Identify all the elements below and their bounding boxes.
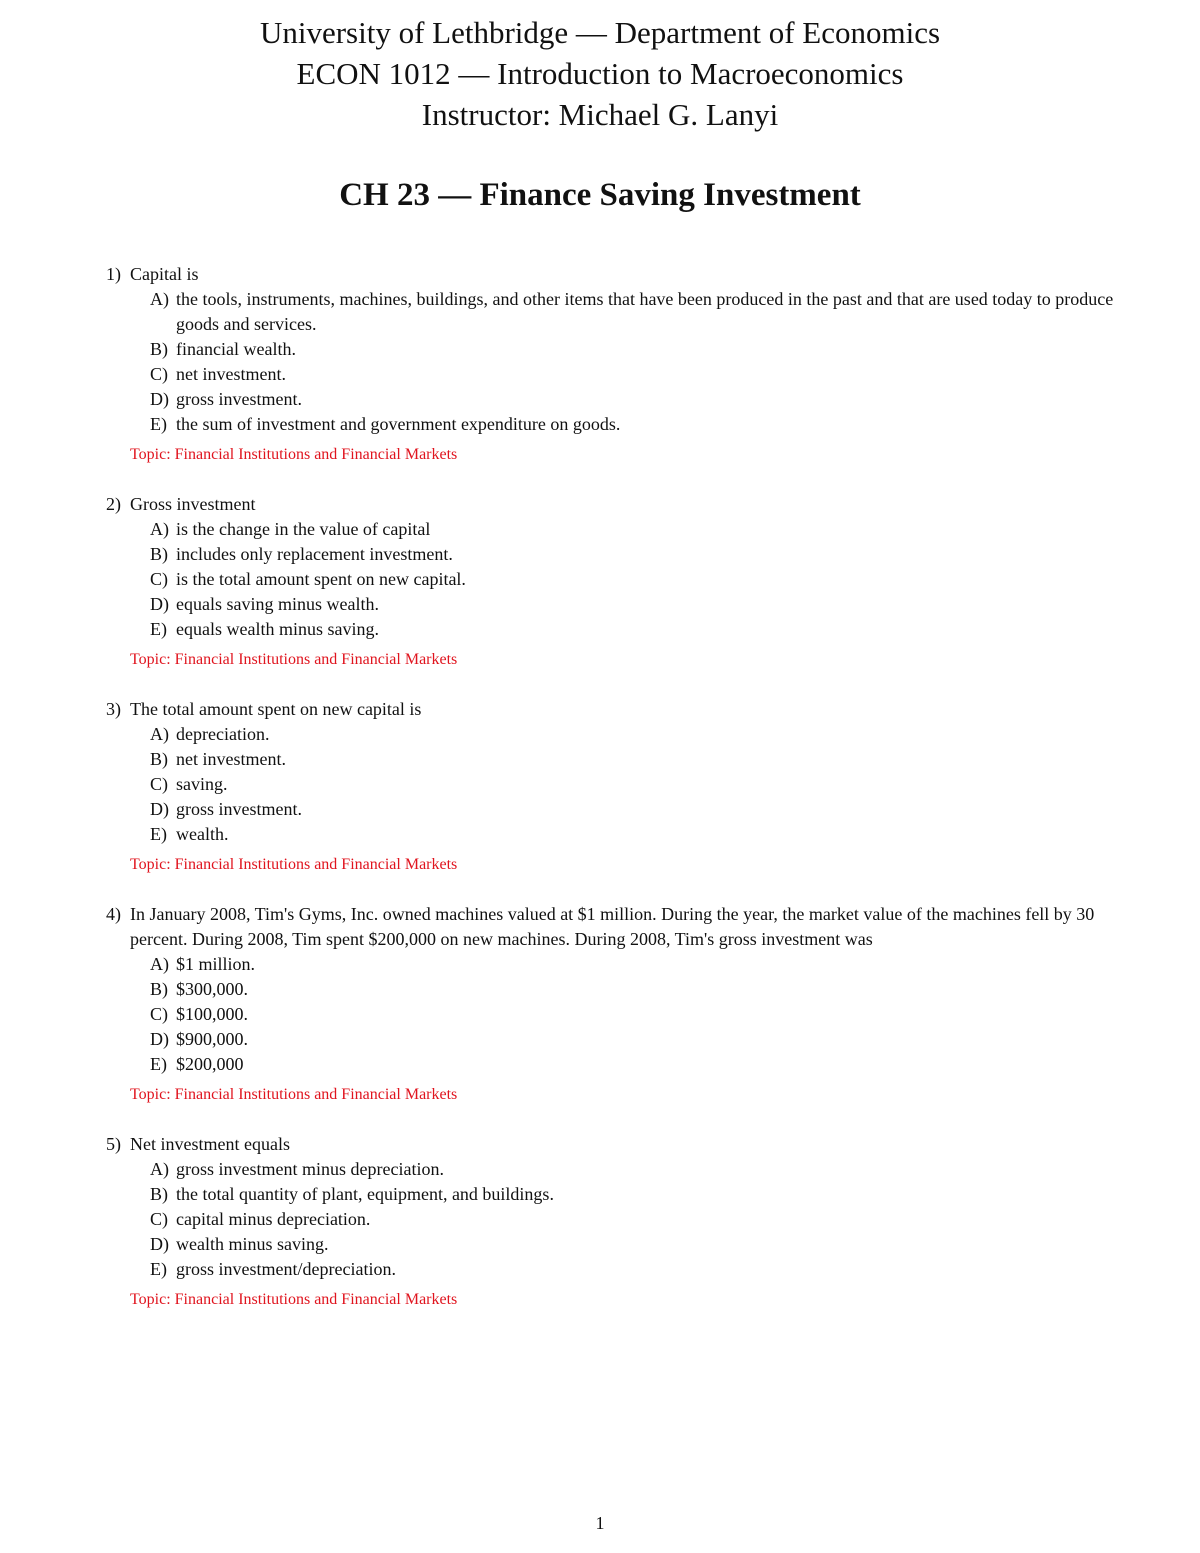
choice-text: is the total amount spent on new capital. — [176, 569, 466, 589]
choice-label: E) — [150, 1054, 167, 1074]
topic-label: Topic: Financial Institutions and Financial Markets — [130, 856, 458, 873]
choice-text: $100,000. — [176, 1004, 248, 1024]
question-number: 3) — [106, 699, 121, 719]
topic-label: Topic: Financial Institutions and Financial Markets — [130, 651, 458, 668]
choice-label: E) — [150, 824, 167, 844]
choice-label: A) — [150, 519, 169, 539]
question-number: 1) — [106, 264, 121, 284]
header-course: ECON 1012 — Introduction to Macroeconomics — [296, 56, 904, 91]
choice-label: B) — [150, 749, 168, 769]
choice-label: B) — [150, 544, 168, 564]
choice-text: gross investment minus depreciation. — [176, 1159, 444, 1179]
choice-label: B) — [150, 1184, 168, 1204]
answer-choice — [0, 1027, 1200, 1052]
choice-label: B) — [150, 979, 168, 999]
choice-text: $1 million. — [176, 954, 256, 974]
question-3 — [0, 697, 1200, 877]
answer-choice — [0, 952, 1200, 977]
answer-choice — [0, 337, 1200, 362]
question-5 — [0, 1132, 1200, 1312]
question-stem — [0, 697, 1200, 722]
choice-label: C) — [150, 569, 168, 589]
choice-label: D) — [150, 799, 169, 819]
choice-text: the tools, instruments, machines, buildings, and other items that have been produced in the past and that are used today to produce goods and services. — [176, 289, 1114, 334]
choice-text: equals saving minus wealth. — [176, 594, 379, 614]
question-stem — [0, 902, 1200, 952]
question-4 — [0, 902, 1200, 1107]
choice-label: E) — [150, 1259, 167, 1279]
answer-choice — [0, 567, 1200, 592]
choice-text: $300,000. — [176, 979, 248, 999]
answer-choice — [0, 287, 1200, 337]
answer-choice — [0, 542, 1200, 567]
choice-text: includes only replacement investment. — [176, 544, 453, 564]
choice-text: depreciation. — [176, 724, 270, 744]
question-list — [0, 262, 1200, 1337]
answer-choice — [0, 772, 1200, 797]
answer-choice — [0, 977, 1200, 1002]
choice-text: $200,000 — [176, 1054, 244, 1074]
choice-label: E) — [150, 414, 167, 434]
choice-text: the total quantity of plant, equipment, and buildings. — [176, 1184, 554, 1204]
topic-label: Topic: Financial Institutions and Financial Markets — [130, 446, 458, 463]
choice-label: D) — [150, 1029, 169, 1049]
choice-label: A) — [150, 954, 169, 974]
choice-text: gross investment/depreciation. — [176, 1259, 396, 1279]
answer-choice — [0, 1182, 1200, 1207]
question-1 — [0, 262, 1200, 467]
answer-choice — [0, 722, 1200, 747]
choice-text: capital minus depreciation. — [176, 1209, 371, 1229]
choice-text: saving. — [176, 774, 228, 794]
choice-text: net investment. — [176, 364, 286, 384]
choice-label: A) — [150, 1159, 169, 1179]
question-text: Capital is — [130, 264, 199, 284]
question-number: 5) — [106, 1134, 121, 1154]
answer-choice — [0, 797, 1200, 822]
answer-choice — [0, 1002, 1200, 1027]
answer-choice — [0, 1257, 1200, 1282]
choice-text: financial wealth. — [176, 339, 296, 359]
question-text: In January 2008, Tim's Gyms, Inc. owned machines valued at $1 million. During the year, the market value of the machines fell by 30 percent. During 2008, Tim spent $200,000 on new machines. During 2008, Tim's gross investment was — [130, 904, 1095, 949]
choice-text: net investment. — [176, 749, 286, 769]
answer-choice — [0, 1207, 1200, 1232]
choice-text: gross investment. — [176, 389, 302, 409]
answer-choice — [0, 747, 1200, 772]
choice-label: B) — [150, 339, 168, 359]
choice-text: equals wealth minus saving. — [176, 619, 379, 639]
page-number: 1 — [595, 1513, 605, 1533]
choice-text: wealth. — [176, 824, 229, 844]
choice-label: C) — [150, 1209, 168, 1229]
choice-label: D) — [150, 1234, 169, 1254]
question-number: 2) — [106, 494, 121, 514]
choice-label: D) — [150, 594, 169, 614]
answer-choice — [0, 412, 1200, 437]
choice-text: wealth minus saving. — [176, 1234, 329, 1254]
header-instructor: Instructor: Michael G. Lanyi — [421, 97, 779, 132]
question-number: 4) — [106, 904, 121, 924]
choice-label: C) — [150, 774, 168, 794]
question-stem — [0, 492, 1200, 517]
choice-text: $900,000. — [176, 1029, 248, 1049]
choice-text: the sum of investment and government expenditure on goods. — [176, 414, 621, 434]
question-text: Net investment equals — [130, 1134, 290, 1154]
question-stem — [0, 262, 1200, 287]
header-university: University of Lethbridge — Department of Economics — [259, 15, 941, 50]
answer-choice — [0, 1157, 1200, 1182]
question-2 — [0, 492, 1200, 672]
choice-text: gross investment. — [176, 799, 302, 819]
choice-label: C) — [150, 1004, 168, 1024]
answer-choice — [0, 362, 1200, 387]
choice-label: A) — [150, 724, 169, 744]
choice-label: C) — [150, 364, 168, 384]
question-text: Gross investment — [130, 494, 256, 514]
answer-choice — [0, 1232, 1200, 1257]
chapter-title: CH 23 — Finance Saving Investment — [339, 177, 861, 213]
answer-choice — [0, 1052, 1200, 1077]
answer-choice — [0, 387, 1200, 412]
answer-choice — [0, 592, 1200, 617]
choice-label: D) — [150, 389, 169, 409]
topic-label: Topic: Financial Institutions and Financial Markets — [130, 1291, 458, 1308]
choice-label: E) — [150, 619, 167, 639]
question-text: The total amount spent on new capital is — [130, 699, 422, 719]
question-stem — [0, 1132, 1200, 1157]
answer-choice — [0, 822, 1200, 847]
choice-text: is the change in the value of capital — [176, 519, 431, 539]
document-header — [0, 12, 1200, 135]
answer-choice — [0, 617, 1200, 642]
choice-label: A) — [150, 289, 169, 309]
topic-label: Topic: Financial Institutions and Financial Markets — [130, 1086, 458, 1103]
answer-choice — [0, 517, 1200, 542]
